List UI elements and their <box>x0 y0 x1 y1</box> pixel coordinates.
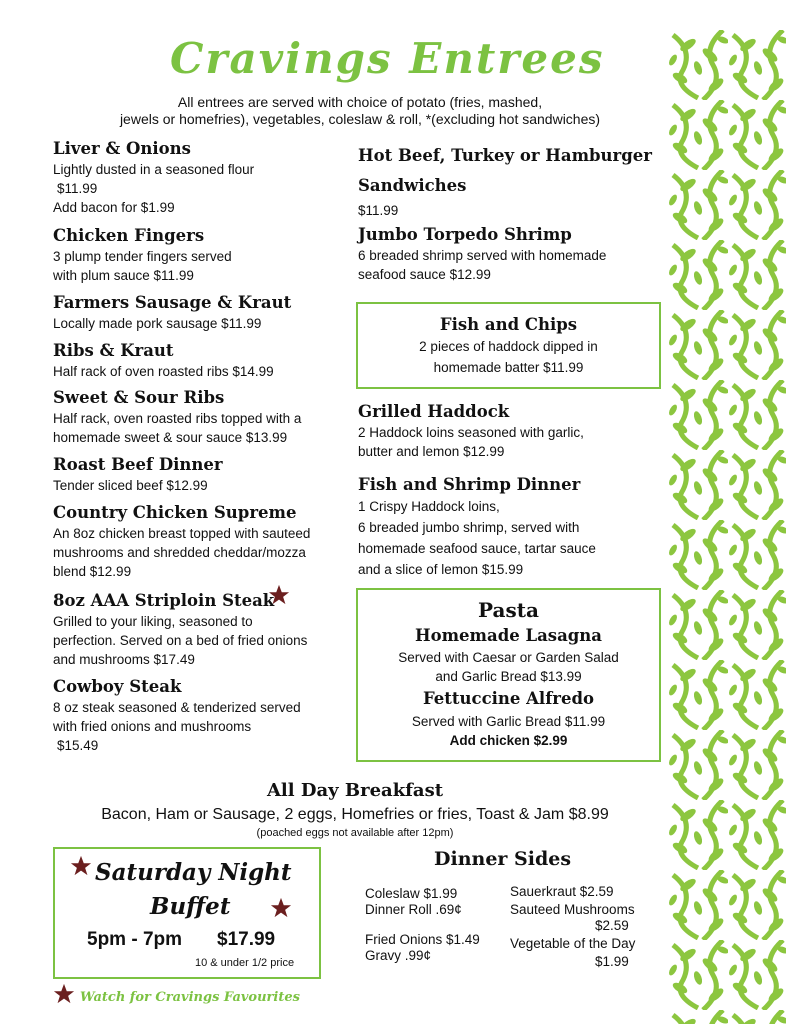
side-item: Sauteed Mushrooms <box>510 902 635 917</box>
menu-item-country-chicken: Country Chicken Supreme An 8oz chicken breast topped with sauteed mushrooms and shredded cheddar/mozza blend $12.99 <box>53 503 311 579</box>
menu-item-cowboy-steak: Cowboy Steak 8 oz steak seasoned & tenderized served with fried onions and mushrooms $15.49 <box>53 677 301 753</box>
side-item: Vegetable of the Day <box>510 936 636 951</box>
menu-item-liver-onions: Liver & Onions Lightly dusted in a seasoned flour $11.99 Add bacon for $1.99 <box>53 139 255 215</box>
star-icon <box>270 897 292 919</box>
menu-item-fish-shrimp: Fish and Shrimp Dinner 1 Crispy Haddock loins, 6 breaded jumbo shrimp, served with homemade seafood sauce, tartar sauce and a slice of lemon $15.99 <box>358 475 596 577</box>
subtitle: All entrees are served with choice of potato (fries, mashed, jewels or homefries), vegetables, coleslaw & roll, *(excluding hot sandwiches) <box>119 94 601 127</box>
star-icon <box>268 584 290 606</box>
side-item: Dinner Roll .69¢ <box>365 902 462 917</box>
menu-item-roast-beef: Roast Beef Dinner Tender sliced beef $12.99 <box>53 455 223 493</box>
pasta-box: Pasta Homemade Lasagna Served with Caesar or Garden Salad and Garlic Bread $13.99 Fettuccine Alfredo Served with Garlic Bread $11.99 Add chicken $2.99 <box>356 588 661 762</box>
menu-item-hot-sandwiches: Hot Beef, Turkey or Hamburger Sandwiches $11.99 <box>358 146 652 218</box>
buffet-box: Saturday Night Buffet 5pm - 7pm $17.99 10 & under 1/2 price <box>53 847 321 979</box>
page-title: Cravings Entrees <box>170 34 605 83</box>
menu-item-grilled-haddock: Grilled Haddock 2 Haddock loins seasoned with garlic, butter and lemon $12.99 <box>358 402 584 459</box>
side-item: Coleslaw $1.99 <box>365 886 458 901</box>
side-item: Fried Onions $1.49 <box>365 932 480 947</box>
side-item: $1.99 <box>595 954 629 969</box>
breakfast-section: All Day Breakfast Bacon, Ham or Sausage, 2 eggs, Homefries or fries, Toast & Jam $8.99 (poached eggs not available after 12pm) <box>101 780 609 839</box>
menu-item-ribs-kraut: Ribs & Kraut Half rack of oven roasted ribs $14.99 <box>53 341 274 379</box>
sides-heading: Dinner Sides <box>434 848 572 870</box>
fish-chips-box: Fish and Chips 2 pieces of haddock dipped in homemade batter $11.99 <box>356 302 661 389</box>
menu-item-farmers-sausage: Farmers Sausage & Kraut Locally made pork sausage $11.99 <box>53 293 292 331</box>
star-icon <box>53 983 75 1005</box>
menu-item-sweet-sour-ribs: Sweet & Sour Ribs Half rack, oven roasted ribs topped with a homemade sweet & sour sauce $13.99 <box>53 388 302 445</box>
side-item: $2.59 <box>595 918 629 933</box>
vine-border <box>668 30 786 1024</box>
menu-item-striploin: 8oz AAA Striploin Steak Grilled to your liking, seasoned to perfection. Served on a bed of fried onions and mushrooms $17.49 <box>53 591 308 667</box>
side-item: Gravy .99¢ <box>365 948 432 963</box>
star-icon <box>70 855 92 877</box>
menu-item-chicken-fingers: Chicken Fingers 3 plump tender fingers served with plum sauce $11.99 <box>53 226 232 283</box>
menu-item-torpedo-shrimp: Jumbo Torpedo Shrimp 6 breaded shrimp served with homemade seafood sauce $12.99 <box>358 225 607 282</box>
side-item: Sauerkraut $2.59 <box>510 884 614 899</box>
favourites-note: Watch for Cravings Favourites <box>80 990 300 1005</box>
